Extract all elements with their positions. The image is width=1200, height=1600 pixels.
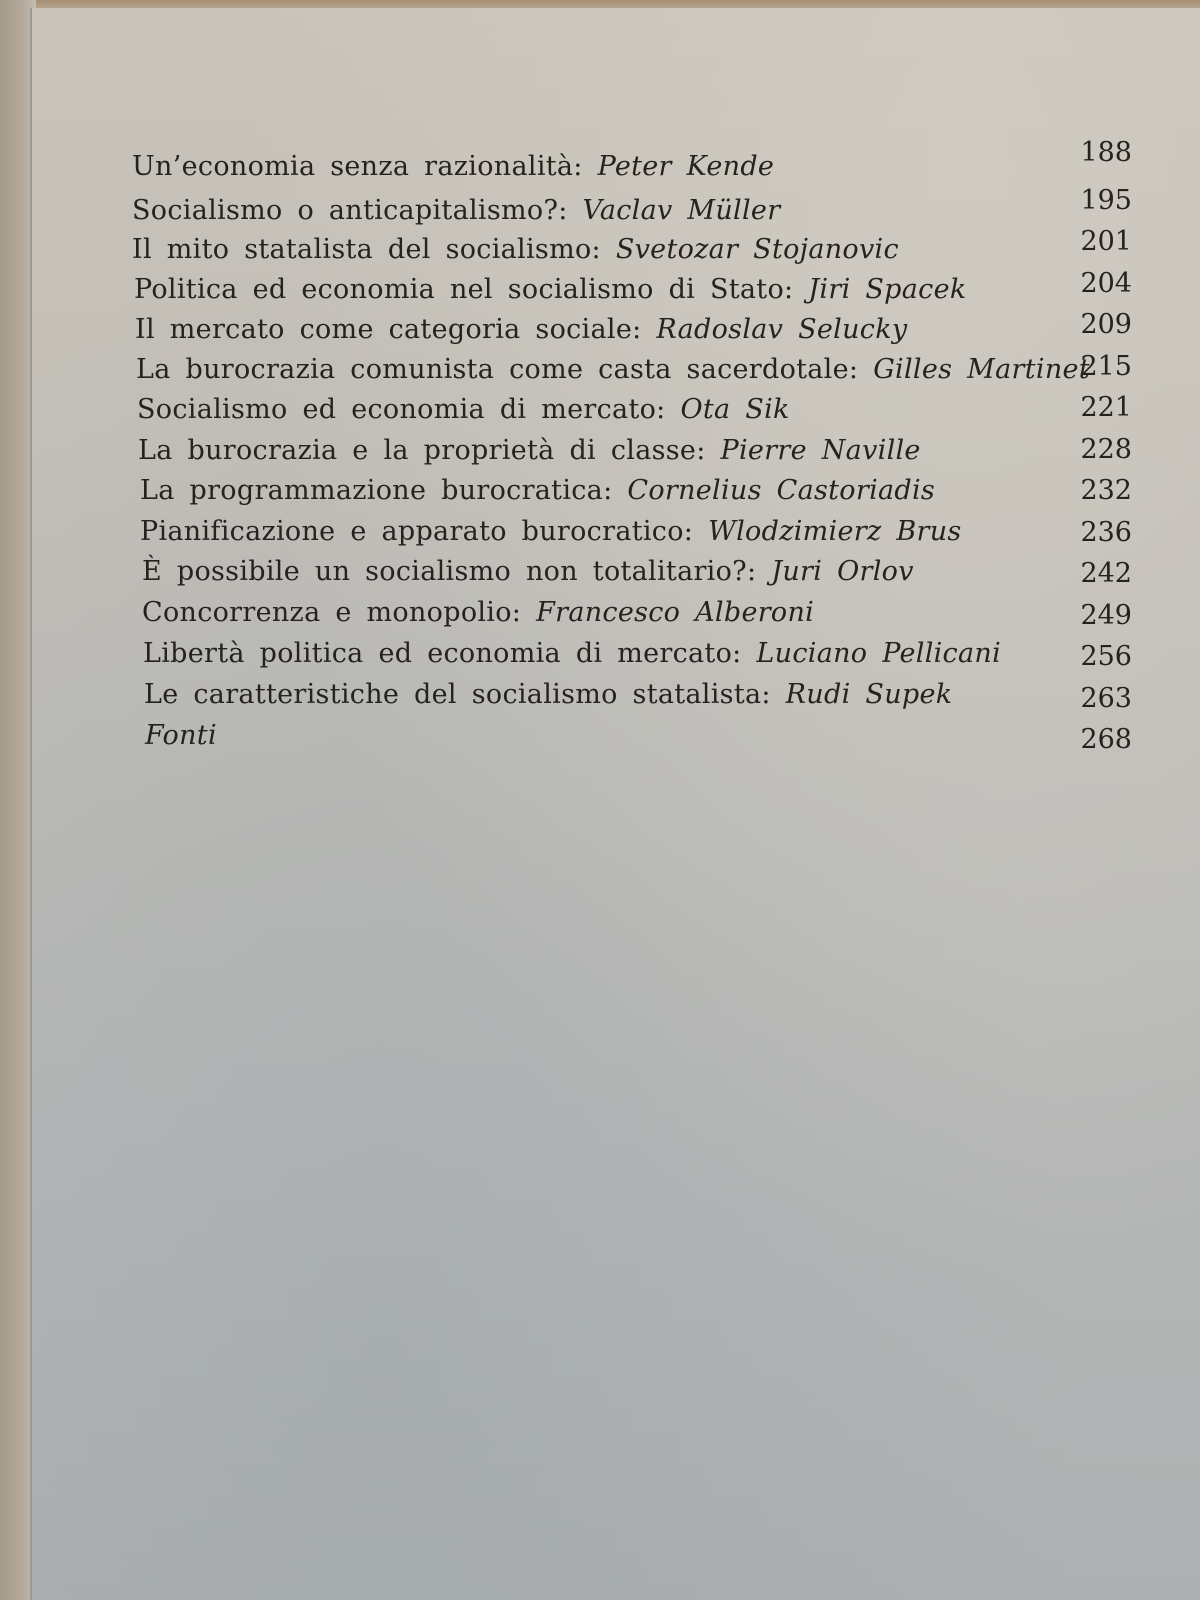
toc-entry-author: Jiri Spacek	[808, 273, 967, 305]
toc-entry-page: 228	[1080, 433, 1132, 465]
toc-entry-page: 209	[1080, 309, 1132, 340]
toc-entry-title: La burocrazia comunista come casta sacerdotale:	[136, 353, 874, 385]
toc-entry-page: 268	[1080, 724, 1132, 755]
toc-entry-page: 204	[1080, 267, 1132, 299]
toc-entry-page: 263	[1080, 682, 1132, 714]
toc-entry-author: Francesco Alberoni	[536, 596, 815, 628]
toc-entry-author: Vaclav Müller	[582, 194, 781, 226]
toc-entry-page: 256	[1080, 641, 1132, 672]
toc-entry-author: Luciano Pellicani	[756, 638, 1002, 669]
toc-entry-page: 201	[1080, 226, 1132, 257]
toc-entry-page: 215	[1080, 350, 1132, 382]
toc-entry	[132, 678, 1132, 720]
toc-entry	[132, 304, 1132, 346]
toc-entry-author: Svetozar Stojanovic	[615, 234, 899, 265]
toc-entry-sources-label: Fonti	[145, 720, 217, 751]
toc-entry-author: Radoslav Selucky	[656, 314, 908, 345]
toc-entry	[132, 636, 1132, 678]
table-of-contents	[132, 138, 1132, 761]
toc-entry-title: Politica ed economia nel socialismo di Stato:	[134, 273, 809, 305]
toc-entry-author: Wlodzimierz Brus	[708, 515, 962, 547]
toc-entry-title: Il mercato come categoria sociale:	[135, 314, 657, 345]
toc-entry-title: Pianificazione e apparato burocratico:	[140, 515, 709, 547]
toc-entry-page: 249	[1080, 599, 1132, 631]
toc-entry-title: La burocrazia e la proprietà di classe:	[138, 434, 721, 466]
toc-entry-title: Socialismo o anticapitalismo?:	[132, 194, 583, 226]
toc-entry-page: 188	[1080, 137, 1132, 168]
toc-entry-author: Pierre Naville	[720, 434, 921, 466]
toc-entry-title: Libertà politica ed economia di mercato:	[143, 638, 757, 669]
toc-entry-author: Rudi Supek	[785, 678, 953, 710]
toc-entry-sources	[132, 719, 1132, 761]
toc-entry-title: Socialismo ed economia di mercato:	[137, 394, 681, 425]
toc-entry	[132, 263, 1132, 305]
toc-entry-page: 221	[1080, 392, 1132, 423]
toc-entry-title: La programmazione burocratica:	[140, 475, 628, 506]
toc-entry-author: Gilles Martinet	[873, 353, 1090, 385]
toc-entry	[132, 346, 1132, 388]
toc-entry-author: Peter Kende	[597, 151, 775, 182]
toc-entry	[132, 553, 1132, 595]
toc-entry	[132, 180, 1132, 226]
toc-entry	[132, 595, 1132, 637]
toc-entry	[132, 429, 1132, 471]
toc-entry-title: Le caratteristiche del socialismo statalista:	[144, 678, 786, 710]
toc-entry-title: Concorrenza e monopolio:	[142, 596, 537, 628]
toc-entry	[132, 387, 1132, 429]
toc-entry	[132, 512, 1132, 554]
toc-entry-title: È possibile un socialismo non totalitario?:	[142, 556, 772, 587]
toc-entry-author: Ota Sik	[680, 394, 790, 425]
toc-entry-author: Cornelius Castoriadis	[627, 475, 936, 506]
toc-entry-page: 236	[1080, 516, 1132, 548]
toc-entry	[132, 132, 1132, 182]
toc-entry-title: Il mito statalista del socialismo:	[132, 234, 616, 265]
toc-entry-page: 232	[1080, 475, 1132, 506]
book-page	[30, 8, 1200, 1600]
toc-entry	[132, 221, 1132, 263]
toc-entry-title: Un’economia senza razionalità:	[132, 151, 598, 182]
toc-entry-page: 195	[1080, 184, 1132, 216]
toc-entry-author: Juri Orlov	[771, 556, 914, 587]
toc-entry	[132, 470, 1132, 512]
toc-entry-page: 242	[1080, 558, 1132, 589]
